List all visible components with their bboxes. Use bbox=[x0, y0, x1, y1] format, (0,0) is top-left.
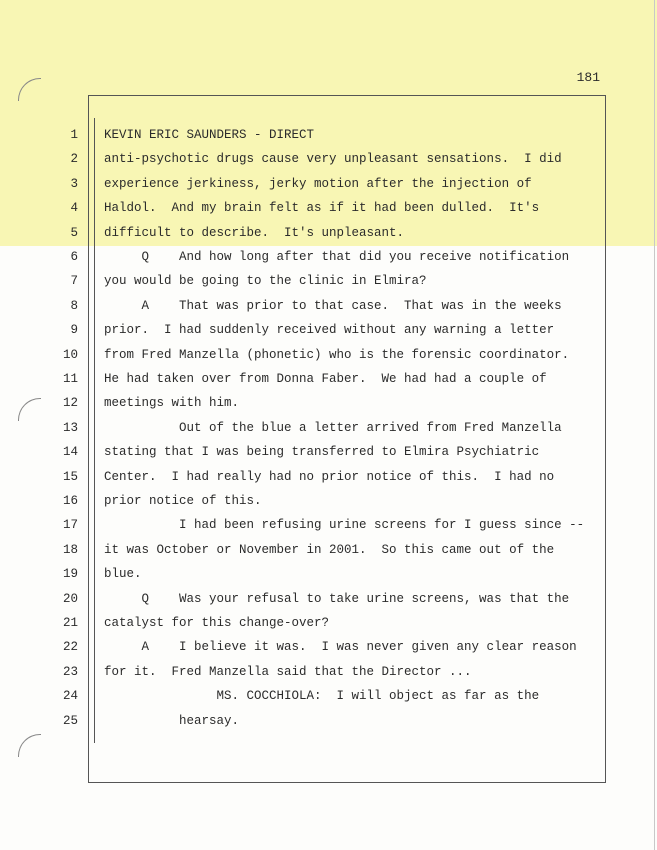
line-text: hearsay. bbox=[104, 713, 240, 728]
transcript-frame bbox=[88, 95, 606, 783]
line-number: 1 bbox=[70, 128, 78, 142]
line-text: prior notice of this. bbox=[104, 494, 262, 508]
line-number: 22 bbox=[62, 640, 78, 655]
line-text: Out of the blue a letter arrived from Fred Manzella bbox=[104, 420, 562, 435]
line-text: A I believe it was. I was never given any clear reason bbox=[104, 640, 577, 655]
line-text: KEVIN ERIC SAUNDERS - DIRECT bbox=[104, 128, 315, 142]
line-number: 21 bbox=[62, 616, 78, 630]
page-edge bbox=[654, 0, 655, 850]
line-number: 11 bbox=[62, 372, 78, 386]
line-number: 14 bbox=[62, 445, 78, 460]
punch-hole-middle bbox=[18, 398, 41, 421]
line-number: 9 bbox=[70, 323, 78, 338]
line-text: experience jerkiness, jerky motion after the injection of bbox=[104, 176, 532, 191]
page-number: 181 bbox=[576, 70, 600, 85]
line-number: 25 bbox=[62, 713, 78, 728]
line-text: Q Was your refusal to take urine screens, was that the bbox=[104, 591, 570, 606]
line-text: Q And how long after that did you receive notification bbox=[104, 250, 570, 264]
line-text: I had been refusing urine screens for I guess since -- bbox=[104, 518, 585, 533]
line-number: 4 bbox=[70, 201, 78, 216]
line-text: prior. I had suddenly received without any warning a letter bbox=[104, 323, 555, 338]
line-number: 16 bbox=[62, 494, 78, 508]
line-text: for it. Fred Manzella said that the Director ... bbox=[104, 664, 472, 679]
line-number: 10 bbox=[62, 347, 78, 362]
line-number: 23 bbox=[62, 664, 78, 679]
line-text: it was October or November in 2001. So this came out of the bbox=[104, 542, 555, 557]
line-text: He had taken over from Donna Faber. We had had a couple of bbox=[104, 372, 547, 386]
punch-hole-bottom bbox=[18, 734, 41, 757]
line-text: A That was prior to that case. That was in the weeks bbox=[104, 298, 562, 313]
line-number: 3 bbox=[70, 176, 78, 191]
line-number: 8 bbox=[70, 298, 78, 313]
line-text: catalyst for this change-over? bbox=[104, 616, 330, 630]
line-number: 24 bbox=[62, 689, 78, 704]
line-number: 5 bbox=[70, 225, 78, 240]
line-number: 12 bbox=[62, 396, 78, 411]
line-text: meetings with him. bbox=[104, 396, 240, 411]
line-text: Haldol. And my brain felt as if it had been dulled. It's bbox=[104, 201, 540, 216]
line-text: anti-psychotic drugs cause very unpleasant sensations. I did bbox=[104, 152, 562, 167]
line-text: MS. COCCHIOLA: I will object as far as the bbox=[104, 689, 540, 704]
line-number: 6 bbox=[70, 250, 78, 264]
line-number: 20 bbox=[62, 591, 78, 606]
line-number: 17 bbox=[62, 518, 78, 533]
line-text: from Fred Manzella (phonetic) who is the forensic coordinator. bbox=[104, 347, 570, 362]
line-number: 2 bbox=[70, 152, 78, 167]
line-number: 7 bbox=[70, 274, 78, 289]
line-text: difficult to describe. It's unpleasant. bbox=[104, 225, 405, 240]
line-text: blue. bbox=[104, 567, 142, 582]
line-number: 18 bbox=[62, 542, 78, 557]
line-number: 13 bbox=[62, 420, 78, 435]
line-number: 19 bbox=[62, 567, 78, 582]
line-text: stating that I was being transferred to Elmira Psychiatric bbox=[104, 445, 540, 460]
margin-rule bbox=[94, 118, 95, 743]
line-text: you would be going to the clinic in Elmira? bbox=[104, 274, 427, 289]
line-text: Center. I had really had no prior notice of this. I had no bbox=[104, 469, 555, 484]
line-number: 15 bbox=[62, 469, 78, 484]
